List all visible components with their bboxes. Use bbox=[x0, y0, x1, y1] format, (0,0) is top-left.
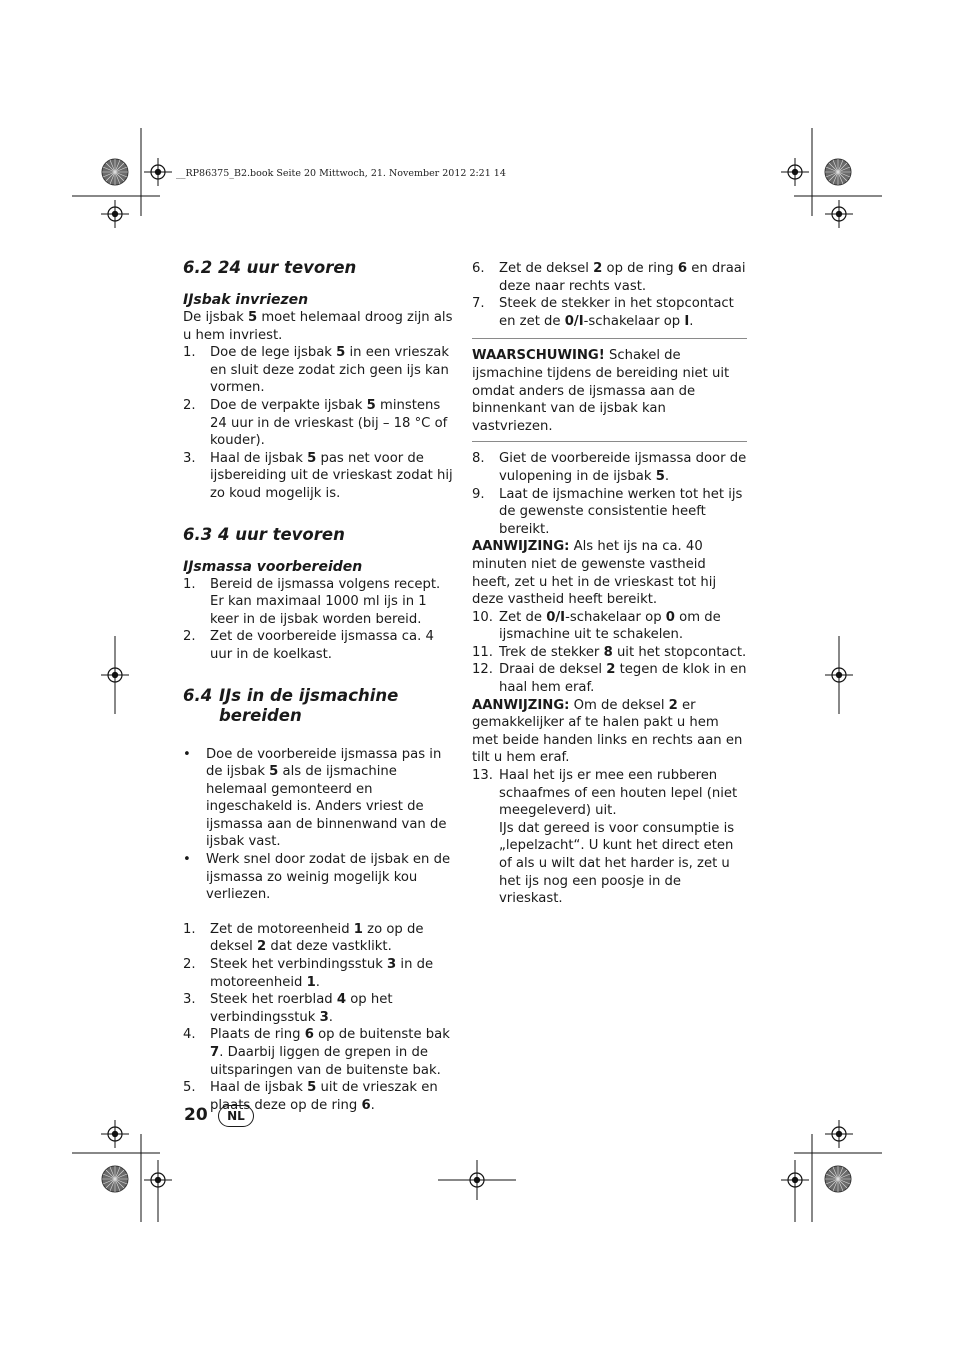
list-item: 3. Steek het roerblad 4 op het verbindingsstuk 3. bbox=[183, 992, 393, 1025]
list-item: 1. Zet de motoreenheid 1 zo op de deksel 2 dat deze vastklikt. bbox=[183, 921, 424, 955]
list-item: 11. Trek de stekker 8 uit het stopcontact. bbox=[472, 644, 747, 660]
list-item: 1. Bereid de ijsmassa volgens recept. Er kan maximaal 1000 ml ijs in 1 keer in de ijsbak worden bereid. bbox=[183, 576, 441, 627]
bullet-item: • Werk snel door zodat de ijsbak en de ijsmassa zo weinig mogelijk kou verliezen. bbox=[183, 852, 451, 903]
list-item: 6. Zet de deksel 2 op de ring 6 en draai deze naar rechts vast. bbox=[472, 261, 746, 294]
language-badge: NL bbox=[218, 1105, 254, 1127]
list-item: 7. Steek de stekker in het stopcontact en zet de 0/I-schakelaar op I. bbox=[472, 296, 734, 329]
list-item: 10. Zet de 0/I-schakelaar op 0 om de ijsmachine uit te schakelen. bbox=[472, 609, 721, 643]
note-2: AANWIJZING: Om de deksel 2 er gemakkelijker af te halen pakt u hem met beide handen links en rechts aan en tilt u hem eraf. bbox=[472, 697, 743, 766]
list-item: 1. Doe de lege ijsbak 5 in een vrieszak en sluit deze zodat zich geen ijs kan vormen. bbox=[183, 345, 450, 396]
list-item: 9. Laat de ijsmachine werken tot het ijs de gewenste consistentie heeft bereikt. bbox=[472, 486, 743, 537]
subtitle-ijsmassa-voorbereiden: IJsmassa voorbereiden bbox=[183, 558, 363, 575]
page-number: 20 bbox=[184, 1105, 208, 1125]
left-column bbox=[183, 258, 455, 1114]
print-file-info: __RP86375_B2.book Seite 20 Mittwoch, 21. November 2012 2:21 14 bbox=[176, 168, 506, 179]
list-item: 2. Steek het verbindingsstuk 3 in de motoreenheid 1. bbox=[183, 957, 434, 990]
list-item: 8. Giet de voorbereide ijsmassa door de vulopening in de ijsbak 5. bbox=[472, 451, 747, 484]
right-column bbox=[472, 260, 747, 908]
section-title-6-3: 6.3 4 uur tevoren bbox=[183, 524, 345, 544]
section-title-6-2: 6.2 24 uur tevoren bbox=[183, 258, 357, 277]
list-item: 13. Haal het ijs er mee een rubberen schaafmes of een houten lepel (niet meegeleverd) uit. IJs dat gereed is voor consumptie is „lepelzacht“. U kunt het direct eten of als u wilt dat het harder is, zet u het ijs nog een poosje in de vrieskast. bbox=[472, 768, 738, 907]
list-item: 2. Doe de verpakte ijsbak 5 minstens 24 uur in de vrieskast (bij – 18 °C of kouder). bbox=[183, 397, 448, 449]
list-item: 4. Plaats de ring 6 op de buitenste bak 7. Daarbij liggen de grepen in de uitsparingen van de buitenste bak. bbox=[183, 1027, 450, 1078]
intro-paragraph: De ijsbak 5 moet helemaal droog zijn als u hem invriest. bbox=[183, 310, 453, 343]
section-title-6-4: 6.4 IJs in de ijsmachine bereiden bbox=[183, 685, 399, 725]
bullet-item: • Doe de voorbereide ijsmassa pas in de ijsbak 5 als de ijsmachine helemaal gemonteerd en ingeschakeld is. Anders vriest de ijsmassa aan de binnenwand van de ijsbak vast. bbox=[183, 746, 447, 850]
list-item: 3. Haal de ijsbak 5 pas net voor de ijsbereiding uit de vrieskast zodat hij zo koud mogelijk is. bbox=[183, 450, 453, 501]
subtitle-ijsbak-invriezen: IJsbak invriezen bbox=[183, 292, 309, 308]
list-item: 12. Draai de deksel 2 tegen de klok in en haal hem eraf. bbox=[472, 662, 747, 696]
note-1: AANWIJZING: Als het ijs na ca. 40 minuten niet de gewenste vastheid heeft, zet u het in de vrieskast tot hij deze vastheid heeft bereikt. bbox=[472, 539, 717, 608]
list-item: 5. Haal de ijsbak 5 uit de vrieszak en plaats deze op de ring 6. bbox=[183, 1080, 438, 1113]
list-item: 2. Zet de voorbereide ijsmassa ca. 4 uur in de koelkast. bbox=[183, 629, 434, 662]
warning-note: WAARSCHUWING! Schakel de ijsmachine tijdens de bereiding niet uit omdat anders de ijsmassa aan de binnenkant van de ijsbak kan vastvriezen. bbox=[472, 348, 730, 434]
